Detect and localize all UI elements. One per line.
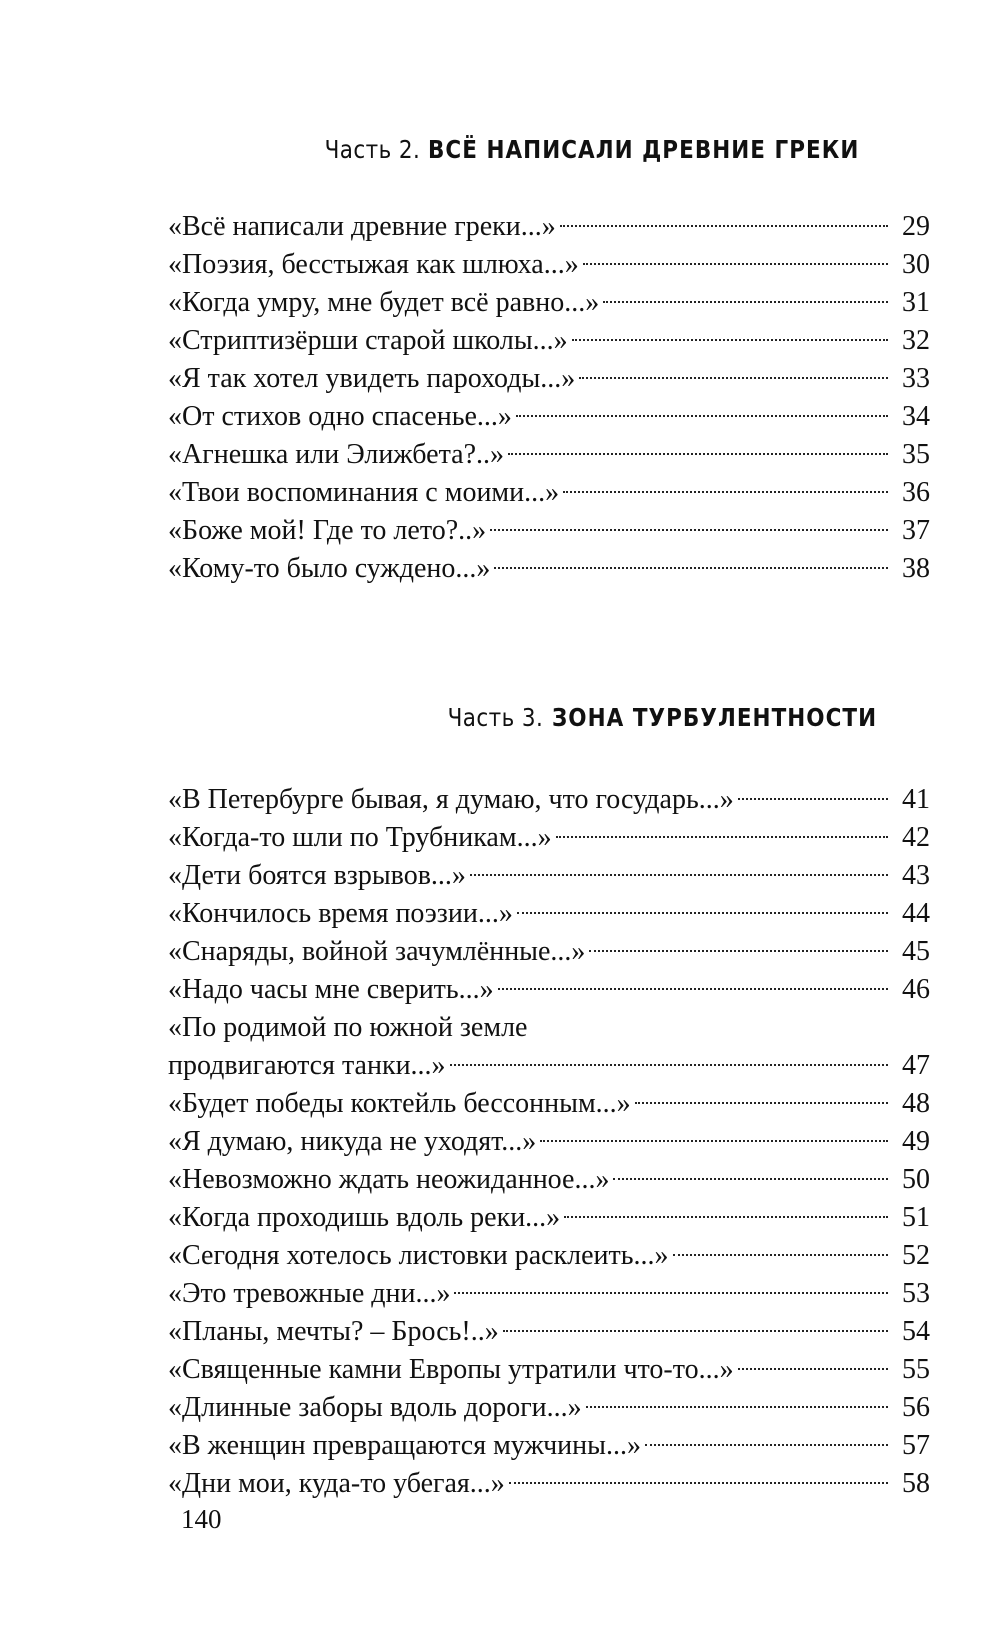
toc-entry-page: 46 [902, 974, 930, 1005]
toc-entry-page: 54 [902, 1316, 930, 1347]
dot-leader [586, 1406, 888, 1408]
toc-entry-title: «Дни мои, куда-то убегая...» [168, 1468, 505, 1499]
toc-entry-page: 58 [902, 1468, 930, 1499]
toc-entry [168, 1085, 930, 1123]
dot-leader [613, 1178, 888, 1180]
dot-leader [572, 339, 888, 341]
toc-entry-title: «Будет победы коктейль бессонным...» [168, 1088, 631, 1119]
toc-entry-title: «Длинные заборы вдоль дороги...» [168, 1392, 582, 1423]
dot-leader [508, 453, 888, 455]
toc-entry [168, 474, 930, 512]
dot-leader [738, 1368, 888, 1370]
dot-leader [589, 950, 888, 952]
toc-entry-title: «Боже мой! Где то лето?..» [168, 515, 487, 546]
toc-entry-title: «От стихов одно спасенье...» [168, 401, 512, 432]
dot-leader [498, 988, 888, 990]
toc-entry-title: «Планы, мечты? – Брось!..» [168, 1316, 499, 1347]
toc-entry [168, 1123, 930, 1161]
toc-entry [168, 1351, 930, 1389]
dot-leader [738, 798, 888, 800]
toc-entry-title: «Когда умру, мне будет всё равно...» [168, 287, 600, 318]
dot-leader [509, 1482, 888, 1484]
toc-entry-title: «В Петербурге бывая, я думаю, что государь...» [168, 784, 734, 815]
toc-entry-title: «Дети боятся взрывов...» [168, 860, 466, 891]
toc-entry-page: 55 [902, 1354, 930, 1385]
toc-entry [168, 550, 930, 588]
toc-entry-title: «Я думаю, никуда не уходят...» [168, 1126, 537, 1157]
toc-entry-page: 45 [902, 936, 930, 967]
toc-entry [168, 1199, 930, 1237]
dot-leader [635, 1102, 888, 1104]
part-3-toc [168, 781, 930, 1503]
toc-entry-page: 32 [902, 325, 930, 356]
dot-leader [517, 912, 888, 914]
part-2-toc [168, 208, 930, 588]
toc-entry-title: «Надо часы мне сверить...» [168, 974, 494, 1005]
toc-entry [168, 1275, 930, 1313]
toc-entry-title: «В женщин превращаются мужчины...» [168, 1430, 641, 1461]
toc-entry-title: «Твои воспоминания с моими...» [168, 477, 560, 508]
toc-entry-title: «Поэзия, бесстыжая как шлюха...» [168, 249, 579, 280]
toc-entry-page: 38 [902, 553, 930, 584]
toc-entry [168, 360, 930, 398]
dot-leader [563, 491, 888, 493]
toc-entry [168, 819, 930, 857]
toc-entry [168, 1313, 930, 1351]
toc-entry-page: 51 [902, 1202, 930, 1233]
toc-entry-title: «Всё написали древние греки...» [168, 211, 556, 242]
toc-entry [168, 322, 930, 360]
toc-entry [168, 1389, 930, 1427]
toc-entry [168, 1427, 930, 1465]
toc-entry [168, 1161, 930, 1199]
toc-entry-title: «Невозможно ждать неожиданное...» [168, 1164, 610, 1195]
toc-entry [168, 284, 930, 322]
toc-entry-title-line1: «По родимой по южной земле [168, 1012, 528, 1043]
toc-entry [168, 1237, 930, 1275]
page-number: 140 [181, 1504, 222, 1534]
toc-entry-page: 56 [902, 1392, 930, 1423]
part-2-title: ВСЁ НАПИСАЛИ ДРЕВНИЕ ГРЕКИ [428, 135, 860, 164]
toc-entry [168, 398, 930, 436]
toc-entry-title: «Когда-то шли по Трубникам...» [168, 822, 552, 853]
toc-entry [168, 971, 930, 1009]
dot-leader [516, 415, 888, 417]
dot-leader [494, 567, 888, 569]
toc-entry-page: 52 [902, 1240, 930, 1271]
toc-entry-page: 35 [902, 439, 930, 470]
dot-leader [450, 1064, 888, 1066]
dot-leader [603, 301, 888, 303]
toc-entry-page: 30 [902, 249, 930, 280]
toc-entry-page: 31 [902, 287, 930, 318]
toc-entry-page: 37 [902, 515, 930, 546]
dot-leader [470, 874, 888, 876]
toc-entry-page: 29 [902, 211, 930, 242]
toc-entry [168, 895, 930, 933]
toc-entry-title-line2: продвигаются танки...» [168, 1050, 446, 1081]
part-2-heading [168, 134, 930, 166]
toc-entry [168, 933, 930, 971]
dot-leader [556, 836, 888, 838]
toc-entry-page: 48 [902, 1088, 930, 1119]
toc-entry-title: «Кончилось время поэзии...» [168, 898, 513, 929]
toc-entry [168, 246, 930, 284]
dot-leader [490, 529, 888, 531]
toc-entry-page: 41 [902, 784, 930, 815]
toc-entry-page: 42 [902, 822, 930, 853]
dot-leader [503, 1330, 888, 1332]
toc-entry-title: «Кому-то было суждено...» [168, 553, 491, 584]
part-2-label: Часть 2. [324, 135, 420, 164]
dot-leader [673, 1254, 888, 1256]
toc-entry [168, 436, 930, 474]
dot-leader [560, 225, 888, 227]
dot-leader [454, 1292, 888, 1294]
toc-entry-title: «Это тревожные дни...» [168, 1278, 451, 1309]
toc-entry-page: 43 [902, 860, 930, 891]
toc-entry-title: «Стриптизёрши старой школы...» [168, 325, 568, 356]
toc-entry [168, 1009, 930, 1085]
toc-entry-page: 57 [902, 1430, 930, 1461]
toc-entry-line2 [168, 1047, 930, 1085]
toc-entry-title: «Снаряды, войной зачумлённые...» [168, 936, 586, 967]
toc-entry [168, 208, 930, 246]
toc-entry-title: «Священные камни Европы утратили что-то...» [168, 1354, 734, 1385]
toc-entry-page: 44 [902, 898, 930, 929]
toc-entry-title: «Я так хотел увидеть пароходы...» [168, 363, 576, 394]
part-3-title: ЗОНА ТУРБУЛЕНТНОСТИ [551, 703, 878, 732]
dot-leader [579, 377, 888, 379]
toc-entry-page: 33 [902, 363, 930, 394]
toc-entry-page: 53 [902, 1278, 930, 1309]
part-3-label: Часть 3. [447, 703, 544, 732]
toc-entry-page: 36 [902, 477, 930, 508]
toc-entry-page: 47 [902, 1050, 930, 1081]
toc-entry [168, 857, 930, 895]
toc-entry-title: «Сегодня хотелось листовки расклеить...» [168, 1240, 669, 1271]
toc-entry [168, 512, 930, 550]
dot-leader [583, 263, 888, 265]
toc-entry-title: «Агнешка или Элижбета?..» [168, 439, 505, 470]
toc-entry-title: «Когда проходишь вдоль реки...» [168, 1202, 561, 1233]
toc-entry [168, 781, 930, 819]
part-3-heading [168, 702, 930, 734]
toc-entry-page: 50 [902, 1164, 930, 1195]
toc-entry-page: 49 [902, 1126, 930, 1157]
dot-leader [564, 1216, 888, 1218]
toc-entry [168, 1465, 930, 1503]
dot-leader [540, 1140, 888, 1142]
dot-leader [645, 1444, 888, 1446]
toc-entry-page: 34 [902, 401, 930, 432]
